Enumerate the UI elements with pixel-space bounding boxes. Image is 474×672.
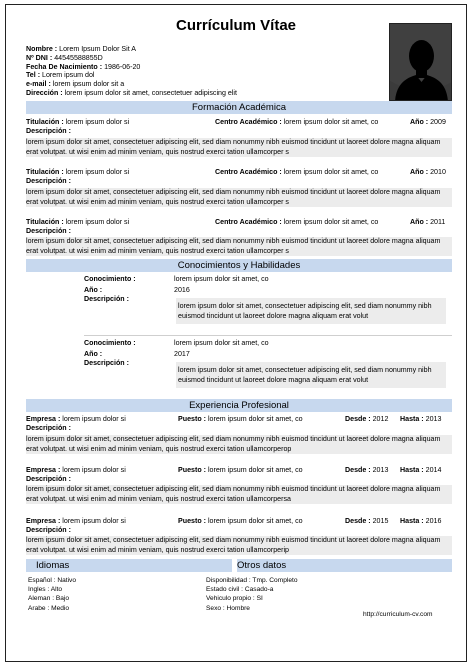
hasta-label: Hasta : (400, 517, 424, 525)
nombre-line (26, 45, 237, 54)
person-silhouette-icon (390, 24, 452, 101)
puesto-value: lorem ipsum dolor sit amet, co (207, 415, 303, 423)
fecha-line (26, 63, 237, 72)
descripcion-text: lorem ipsum dolor sit amet, consectetuer adipiscing elit, sed diam nonummy nibh euismod tincidunt ut laoreet dolore magna aliquam erat volutpat. ut wisi enim ad minim veniam, quis nostrud exerci tation ullamcorperip (26, 536, 452, 555)
desde-label: Desde : (345, 517, 371, 525)
fecha-label: Fecha De Nacimiento : (26, 62, 103, 71)
titulacion-label: Titulación : (26, 218, 64, 226)
centro-label: Centro Académico : (215, 218, 282, 226)
list-item: Ingles : Alto (28, 586, 63, 594)
fecha-value: 1986-06-20 (104, 62, 141, 71)
descripcion-label: Descripción : (84, 359, 129, 367)
tel-label: Tel : (26, 71, 41, 80)
dni-label: Nº DNI : (26, 53, 53, 62)
titulacion-label: Titulación : (26, 168, 64, 176)
descripcion-label: Descripción : (26, 127, 71, 135)
titulacion-label: Titulación : (26, 118, 64, 126)
centro-field (215, 218, 378, 227)
tel-value: Lorem ipsum dol (42, 71, 95, 80)
list-item: Disponibilidad : Tmp. Completo (206, 577, 298, 584)
descripcion-text: lorem ipsum dolor sit amet, consectetuer adipiscing elit, sed diam nonummy nibh euismod tincidunt ut laoreet dolore magna aliquam erat volutpat. ut wisi enim ad minim veniam, quis nostrud exerci tation ullamcorperop (26, 435, 452, 454)
ano-field (410, 118, 446, 127)
titulacion-value: lorem ipsum dolor si (65, 118, 130, 126)
dni-value: 44545588855D (54, 53, 103, 62)
hasta-field (400, 517, 441, 526)
list-item: Sexo : Hombre (206, 604, 250, 612)
idiomas-heading: Idiomas (26, 559, 232, 572)
desde-label: Desde : (345, 466, 371, 474)
conocimiento-value: lorem ipsum dolor sit amet, co (174, 275, 269, 283)
ano-value: 2009 (430, 118, 446, 126)
empresa-field (26, 517, 126, 526)
conocimiento-ano-label: Año : (84, 286, 103, 294)
descripcion-label: Descripción : (26, 227, 71, 235)
empresa-label: Empresa : (26, 415, 61, 423)
hasta-field (400, 415, 441, 424)
descripcion-text: lorem ipsum dolor sit amet, consectetuer adipiscing elit, sed diam nonummy nibh euismod tincidunt ut laoreet dolore magna aliquam erat volutpat. ut wisi enim ad minim veniam, quis nostrud exerci tation ullamcorper s (26, 138, 452, 157)
empresa-value: lorem ipsum dolor si (62, 466, 126, 474)
desde-value: 2013 (372, 466, 389, 474)
profile-photo (389, 23, 452, 101)
page-title: Currículum Vítae (175, 17, 297, 34)
hasta-value: 2014 (425, 466, 442, 474)
empresa-label: Empresa : (26, 517, 61, 525)
ano-field (410, 168, 446, 177)
ano-value: 2011 (430, 218, 446, 226)
conocimiento-ano-value: 2016 (174, 286, 190, 294)
list-item: Español : Nativo (28, 577, 77, 584)
puesto-field (178, 415, 303, 424)
desde-field (345, 517, 388, 526)
centro-label: Centro Académico : (215, 118, 282, 126)
centro-label: Centro Académico : (215, 168, 282, 176)
email-line (26, 80, 237, 89)
descripcion-label: Descripción : (26, 424, 71, 432)
centro-value: lorem ipsum dolor sit amet, co (283, 218, 379, 226)
centro-value: lorem ipsum dolor sit amet, co (283, 168, 379, 176)
personal-info (26, 45, 237, 98)
conocimiento-label: Conocimiento : (84, 275, 136, 283)
list-item: Arabe : Medio (28, 604, 70, 612)
ano-label: Año : (410, 118, 429, 126)
hasta-value: 2016 (425, 517, 442, 525)
centro-value: lorem ipsum dolor sit amet, co (283, 118, 379, 126)
otros-list (206, 576, 298, 613)
puesto-label: Puesto : (178, 466, 206, 474)
conocimientos-heading: Conocimientos y Habilidades (26, 259, 452, 272)
conocimiento-value: lorem ipsum dolor sit amet, co (174, 339, 269, 347)
list-item: Vehiculo propio : SI (206, 595, 263, 603)
descripcion-text: lorem ipsum dolor sit amet, consectetuer adipiscing elit, sed diam nonummy nibh euismod tincidunt ut laoreet dolore magna aliquam erat volut (176, 362, 446, 388)
empresa-value: lorem ipsum dolor si (62, 517, 126, 525)
otros-heading: Otros datos (237, 559, 452, 572)
puesto-field (178, 466, 303, 475)
titulacion-field (26, 118, 129, 127)
descripcion-text: lorem ipsum dolor sit amet, consectetuer adipiscing elit, sed diam nonummy nibh euismod tincidunt ut laoreet dolore magna aliquam erat volutpat. ut wisi enim ad minim veniam, quis nostrud exerci tation ullamcorpersa (26, 485, 452, 504)
empresa-value: lorem ipsum dolor si (62, 415, 126, 423)
titulacion-value: lorem ipsum dolor si (65, 218, 130, 226)
descripcion-label: Descripción : (26, 177, 71, 185)
descripcion-label: Descripción : (26, 475, 71, 483)
descripcion-text: lorem ipsum dolor sit amet, consectetuer adipiscing elit, sed diam nonummy nibh euismod tincidunt ut laoreet dolore magna aliquam erat volut (176, 298, 446, 324)
list-item: Aleman : Bajo (28, 595, 70, 603)
desde-field (345, 415, 388, 424)
hasta-label: Hasta : (400, 415, 424, 423)
titulacion-value: lorem ipsum dolor si (65, 168, 130, 176)
conocimiento-ano-label: Año : (84, 350, 103, 358)
puesto-label: Puesto : (178, 517, 206, 525)
experiencia-heading: Experiencia Profesional (26, 399, 452, 412)
divider (84, 335, 452, 336)
titulacion-field (26, 168, 129, 177)
nombre-value: Lorem Ipsum Dolor Sit A (59, 45, 137, 53)
cv-page (5, 4, 467, 662)
desde-label: Desde : (345, 415, 371, 423)
puesto-value: lorem ipsum dolor sit amet, co (207, 517, 303, 525)
footer-url[interactable]: http://curriculum-cv.com (363, 611, 433, 618)
ano-label: Año : (410, 218, 429, 226)
titulacion-field (26, 218, 129, 227)
centro-field (215, 168, 378, 177)
centro-field (215, 118, 378, 127)
desde-field (345, 466, 388, 475)
formacion-heading: Formación Académica (26, 101, 452, 114)
hasta-field (400, 466, 441, 475)
tel-line (26, 71, 237, 80)
conocimiento-label: Conocimiento : (84, 339, 136, 347)
ano-field (410, 218, 445, 227)
conocimiento-ano-value: 2017 (174, 350, 190, 358)
dni-line (26, 54, 237, 63)
empresa-field (26, 466, 126, 475)
ano-label: Año : (410, 168, 429, 176)
direccion-line (26, 89, 237, 98)
empresa-label: Empresa : (26, 466, 61, 474)
desde-value: 2012 (372, 415, 389, 423)
descripcion-label: Descripción : (84, 295, 129, 303)
email-value: lorem ipsum dolor sit a (52, 80, 125, 89)
idiomas-list (28, 576, 76, 613)
empresa-field (26, 415, 126, 424)
hasta-value: 2013 (425, 415, 442, 423)
direccion-value: lorem ipsum dolor sit amet, consectetuer adipiscing elit (64, 88, 237, 97)
hasta-label: Hasta : (400, 466, 424, 474)
direccion-label: Dirección : (26, 88, 63, 97)
email-label: e-mail : (26, 80, 51, 89)
descripcion-label: Descripción : (26, 526, 71, 534)
desde-value: 2015 (372, 517, 389, 525)
descripcion-text: lorem ipsum dolor sit amet, consectetuer adipiscing elit, sed diam nonummy nibh euismod tincidunt ut laoreet dolore magna aliquam erat volutpat. ut wisi enim ad minim veniam, quis nostrud exerci tation ullamcorper s (26, 188, 452, 207)
descripcion-text: lorem ipsum dolor sit amet, consectetuer adipiscing elit, sed diam nonummy nibh euismod tincidunt ut laoreet dolore magna aliquam erat volutpat. ut wisi enim ad minim veniam, quis nostrud exerci tation ullamcorper s (26, 237, 452, 256)
puesto-label: Puesto : (178, 415, 206, 423)
puesto-value: lorem ipsum dolor sit amet, co (207, 466, 303, 474)
nombre-label: Nombre : (26, 45, 58, 53)
list-item: Estado civil : Casado-a (206, 586, 274, 594)
puesto-field (178, 517, 303, 526)
ano-value: 2010 (430, 168, 446, 176)
